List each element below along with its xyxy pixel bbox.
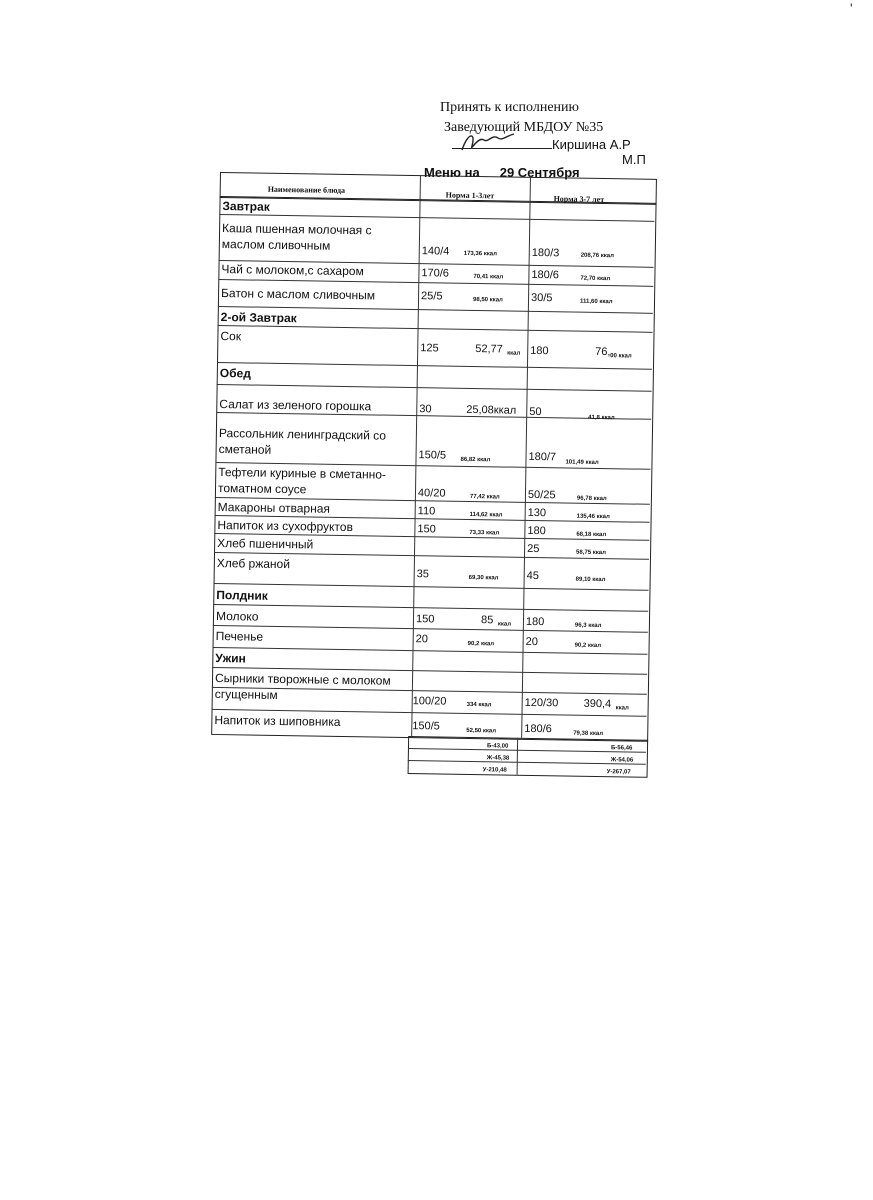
portion-1-3: 170/6	[421, 267, 450, 280]
dish-name: Салат из зеленого горошка	[219, 397, 372, 414]
portion-3-7: 180	[530, 344, 549, 358]
signature-line	[452, 148, 552, 149]
portion-3-7: 30/5	[530, 291, 553, 305]
section-snack: Полдник	[216, 587, 268, 603]
portion-1-3: 125	[420, 342, 439, 355]
kcal-3-7: 89,10 ккал	[575, 576, 606, 584]
kcal-3-7: 41,8 ккал	[588, 414, 615, 422]
kcal-3-7: 101,49 ккал	[565, 459, 599, 466]
kcal-1-3: 334 ккал	[466, 701, 492, 709]
section-breakfast: Завтрак	[222, 199, 270, 214]
dish-name: Печенье	[215, 628, 264, 644]
kcal-3-7: 90,2 ккал	[574, 642, 602, 650]
portion-1-3: 140/4	[421, 245, 450, 258]
kcal-unit: ккал	[497, 621, 512, 628]
dish-name: Молоко	[215, 608, 259, 624]
portion-3-7: 50	[529, 405, 542, 419]
kcal-1-3: 73,33 ккал	[469, 529, 500, 537]
total-fat-1-3: Ж-45,38	[486, 755, 510, 762]
kcal-unit: ккал	[615, 705, 629, 712]
total-carbs-1-3: У-210,48	[482, 767, 507, 774]
kcal-1-3: 86,82 ккал	[460, 456, 491, 464]
dish-name: Батон с маслом сливочным	[220, 286, 376, 303]
kcal-3-7: 135,46 ккал	[576, 513, 610, 521]
portion-1-3: 20	[415, 633, 429, 646]
kcal-3-7: 68,18 ккал	[576, 531, 607, 539]
kcal-1-3: 77,42 ккал	[469, 493, 500, 501]
portion-3-7: 120/30	[524, 696, 559, 710]
menu-title-label: Меню на	[424, 165, 480, 180]
kcal-3-7: 208,76 ккал	[580, 252, 614, 260]
section-dinner: Ужин	[215, 650, 246, 666]
page-corner-mark: '	[850, 0, 853, 16]
kcal-3-7: 96,3 ккал	[574, 622, 602, 630]
dish-name: Сок	[220, 329, 242, 344]
portion-1-3: 150	[415, 613, 435, 626]
dish-name: Макароны отварная	[217, 500, 331, 516]
dish-name: Рассольник ленинградский со сметаной	[218, 426, 387, 457]
kcal-1-3: 52,50 ккал	[466, 727, 497, 735]
section-lunch: Обед	[219, 366, 251, 381]
head-title: Заведующий МБДОУ №35	[444, 120, 604, 135]
dish-name: Тефтели куриные в сметанно-томатном соусе	[217, 465, 387, 497]
kcal-1-3: 114,62 ккал	[469, 511, 503, 519]
total-fat-3-7: Ж-54,06	[610, 757, 634, 764]
portion-3-7: 20	[525, 635, 539, 649]
portion-3-7: 180/7	[528, 450, 557, 464]
portion-1-3: 150	[417, 523, 436, 536]
dish-name: Напиток из сухофруктов	[217, 518, 354, 535]
kcal-1-3: 52,77	[475, 343, 503, 356]
kcal-3-7: 390,4	[583, 697, 612, 711]
portion-3-7: 180	[525, 615, 545, 629]
portion-3-7: 45	[526, 569, 540, 583]
approval-line: Принять к исполнению	[440, 100, 579, 115]
kcal-1-3: 173,36 ккал	[463, 250, 497, 258]
dish-name: Каша пшенная молочная с маслом сливочным	[221, 221, 372, 253]
portion-3-7: 180/6	[531, 268, 560, 282]
portion-1-3: 25/5	[420, 290, 443, 303]
kcal-1-3: 69,30 ккал	[468, 574, 499, 582]
menu-table	[210, 172, 660, 799]
portion-1-3: 35	[416, 568, 430, 581]
menu-date: 29 Сентября	[499, 165, 580, 180]
kcal-3-7: 58,75 ккал	[576, 549, 606, 557]
kcal-unit: ккал	[507, 350, 521, 357]
portion-1-3: 150/5	[412, 720, 440, 733]
kcal-1-3: 25,08ккал	[466, 403, 517, 417]
kcal-unit: 00 ккал	[610, 353, 632, 360]
kcal-1-3: 98,50 ккал	[472, 296, 503, 304]
portion-1-3: 100/20	[412, 695, 447, 708]
section-second-breakfast: 2-ой Завтрак	[220, 310, 297, 326]
dish-name: Хлеб пшеничный	[217, 536, 314, 552]
dish-name: Хлеб ржаной	[216, 555, 291, 572]
col-header-norm1: Норма 1-3лет	[445, 190, 495, 201]
portion-1-3: 150/5	[418, 449, 447, 462]
total-carbs-3-7: У-267,07	[606, 769, 631, 776]
dish-name: Напиток из шиповника	[214, 712, 341, 729]
portion-1-3: 30	[419, 403, 432, 416]
kcal-3-7: 111,60 ккал	[579, 298, 613, 306]
kcal-1-3: 85	[480, 614, 494, 627]
total-protein-3-7: Б-56,46	[610, 745, 633, 752]
kcal-3-7: 79,38 ккал	[573, 730, 604, 738]
dish-name: Чай с молоком,с сахаром	[221, 262, 364, 279]
kcal-3-7: 96,78 ккал	[576, 495, 607, 503]
kcal-1-3: 90,2 ккал	[467, 640, 495, 648]
portion-3-7: 130	[527, 506, 547, 520]
portion-3-7: 50/25	[527, 488, 556, 502]
portion-1-3: 40/20	[417, 487, 446, 500]
head-name: Киршина А.Р	[552, 137, 631, 152]
stamp-place: М.П	[622, 152, 646, 167]
signature-mark	[458, 128, 518, 156]
dish-name: Сырники творожные с молоком сгущенным	[214, 670, 391, 702]
portion-3-7: 180/6	[524, 722, 552, 736]
col-header-dish: Наименование блюда	[267, 184, 346, 195]
total-protein-1-3: Б-43,00	[486, 743, 509, 750]
kcal-3-7: 76,	[595, 345, 611, 359]
portion-3-7: 25	[527, 542, 540, 556]
portion-3-7: 180/3	[531, 246, 560, 260]
kcal-1-3: 70,41 ккал	[473, 273, 504, 281]
col-header-norm2: Норма 3-7 лет	[553, 194, 605, 205]
portion-3-7: 180	[527, 524, 546, 538]
kcal-3-7: 72,70 ккал	[580, 275, 611, 283]
portion-1-3: 110	[417, 505, 436, 518]
